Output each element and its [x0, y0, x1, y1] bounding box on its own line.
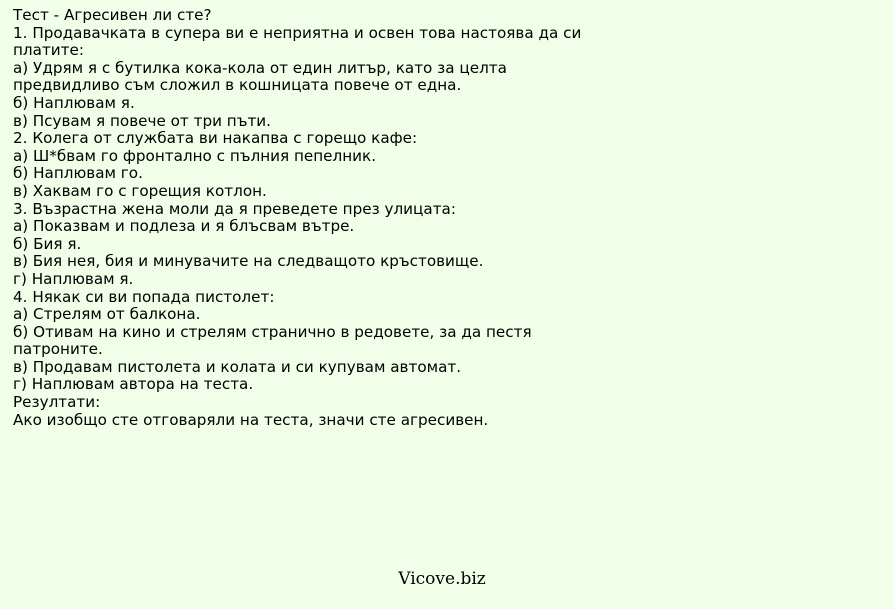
question-4: 4. Някак си ви попада пистолет: [13, 287, 275, 306]
site-watermark: Vicove.biz [398, 569, 486, 589]
answer-3c: в) Бия нея, бия и минувачите на следващото кръстовище. [13, 252, 484, 271]
answer-4d: г) Наплювам автора на теста. [13, 375, 254, 394]
answer-3b: б) Бия я. [13, 234, 82, 253]
answer-4c: в) Продавам пистолета и колата и си купувам автомат. [13, 357, 462, 376]
joke-text [13, 6, 587, 429]
answer-1c: в) Псувам я повече от три пъти. [13, 111, 271, 130]
answer-2c: в) Хаквам го с горещия котлон. [13, 181, 267, 200]
answer-1a: а) Удрям я с бутилка кока-кола от един литър, като за целта предвидливо съм сложил в кошницата повече от една. [13, 58, 512, 95]
results-label: Резултати: [13, 393, 101, 412]
question-1: 1. Продавачката в супера ви е неприятна и освен това настоява да си платите: [13, 23, 587, 60]
answer-2b: б) Наплювам го. [13, 164, 143, 183]
results-text: Ако изобщо сте отговаряли на теста, значи сте агресивен. [13, 410, 489, 429]
question-2: 2. Колега от службата ви накапва с горещо кафе: [13, 129, 418, 148]
answer-3a: а) Показвам и подлеза и я блъсвам вътре. [13, 217, 355, 236]
answer-4b: б) Отивам на кино и стрелям странично в редовете, за да пестя патроните. [13, 322, 537, 359]
answer-1b: б) Наплювам я. [13, 93, 135, 112]
answer-3d: г) Наплювам я. [13, 269, 134, 288]
answer-2a: а) Ш*бвам го фронтално с пълния пепелник. [13, 146, 377, 165]
test-title: Тест - Агресивен ли сте? [13, 6, 212, 24]
question-3: 3. Възрастна жена моли да я преведете през улицата: [13, 199, 456, 218]
answer-4a: а) Стрелям от балкона. [13, 305, 201, 324]
